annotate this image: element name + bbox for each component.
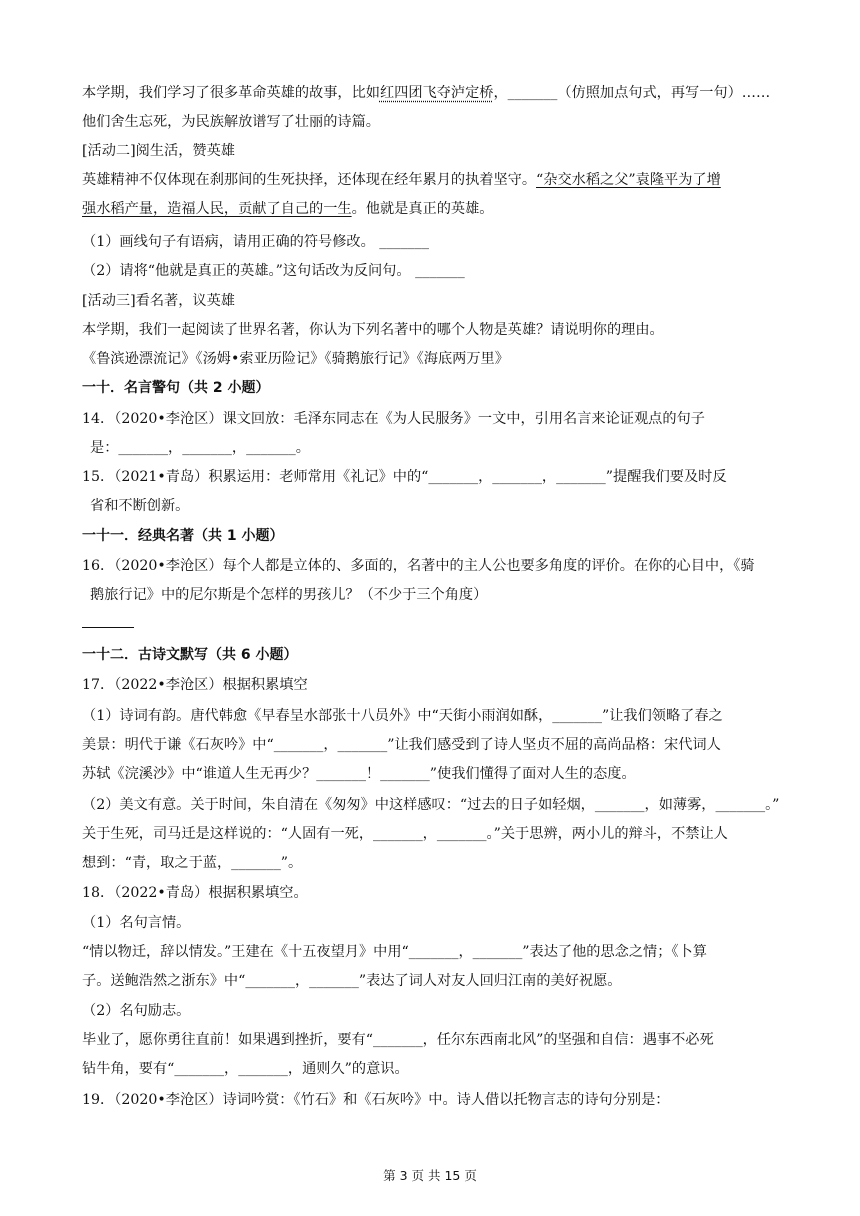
activity-heading: [活动二]阅生活，赞英雄 [82, 143, 235, 159]
underlined-sentence: “杂交水稻之父”袁隆平为了增 [536, 172, 721, 188]
page-footer: 第 3 页 共 15 页 [383, 1168, 477, 1183]
text-line [82, 83, 770, 103]
text-line: 本学期，我们一起阅读了世界名著，你认为下列名著中的哪个人物是英雄？请说明你的理由。 [82, 322, 664, 338]
text-span: ，_______（仿照加点句式，再写一句）…… [493, 85, 771, 101]
question-15: 15．（2021•青岛）积累运用：老师常用《礼记》中的“_______，_______，_______”提醒我们要及时反 [82, 469, 727, 485]
question-18-1-text: 子。送鲍浩然之浙东》中“_______，_______”表达了词人对友人回归江南的美好祝愿。 [82, 973, 622, 989]
text-span: 英雄精神不仅体现在刹那间的生死抉择，还体现在经年累月的执着坚守。 [82, 172, 537, 188]
question-17-2-cont: 想到：“青，取之于蓝，_______”。 [82, 855, 303, 871]
section-heading: 一十．名言警句（共 2 小题） [82, 380, 270, 396]
text-line [82, 199, 493, 219]
question-18-2-text: 毕业了，愿你勇往直前！如果遇到挫折，要有“_______，任尔东西南北风”的坚强和自信：遇事不必死 [82, 1032, 714, 1048]
question-19: 19．（2020•李沧区）诗词吟赏：《竹石》和《石灰吟》中。诗人借以托物言志的诗句分别是： [82, 1092, 670, 1108]
answer-blank [82, 627, 134, 628]
text-span: 本学期，我们学习了很多革命英雄的故事，比如 [82, 85, 380, 101]
question-17-2-cont: 关于生死，司马迁是这样说的：“人固有一死，_______，_______。”关于思辨，两小儿的辩斗，不禁让人 [82, 826, 728, 842]
question-16-cont: 鹅旅行记》中的尼尔斯是个怎样的男孩儿？（不少于三个角度） [90, 587, 488, 603]
question-18-1-text: “情以物迁，辞以情发。”王建在《十五夜望月》中用“_______，_______”表达了他的思念之情；《卜算 [82, 944, 707, 960]
question-17-1-cont: 美景：明代于谦《石灰吟》中“_______，_______”让我们感受到了诗人坚贞不屈的高尚品格：宋代词人 [82, 737, 721, 753]
question-18: 18．（2022•青岛）根据积累填空。 [82, 885, 308, 901]
question-18-2-text: 钻牛角，要有“_______，_______，通则久”的意识。 [82, 1061, 409, 1077]
question-item: （2）请将“他就是真正的英雄。”这句话改为反问句。 _______ [82, 263, 465, 279]
question-16: 16．（2020•李沧区）每个人都是立体的、多面的，名著中的主人公也要多角度的评价。在你的心目中，《骑 [82, 558, 755, 574]
question-18-2: （2）名句励志。 [82, 1003, 191, 1019]
section-heading: 一十二．古诗文默写（共 6 小题） [82, 647, 298, 663]
text-span: 。他就是真正的英雄。 [351, 201, 494, 217]
question-17: 17．（2022•李沧区）根据积累填空 [82, 677, 308, 693]
question-18-1: （1）名句言情。 [82, 915, 191, 931]
text-line: 他们舍生忘死，为民族解放谱写了壮丽的诗篇。 [82, 114, 380, 130]
book-list: 《鲁滨逊漂流记》《汤姆•索亚历险记》《骑鹅旅行记》《海底两万里》 [82, 351, 509, 367]
section-heading: 一十一．经典名著（共 1 小题） [82, 528, 284, 544]
text-line [82, 170, 721, 190]
question-17-1: （1）诗词有韵。唐代韩愈《早春呈水部张十八员外》中“天街小雨润如酥，_______”让我们领略了春之 [82, 708, 723, 724]
question-15-cont: 省和不断创新。 [90, 498, 190, 514]
question-14-cont: 是：_______，_______，_______。 [90, 440, 310, 456]
dotted-emphasis-text: 红四团飞夺泸定桥 [379, 85, 494, 101]
question-item: （1）画线句子有语病，请用正确的符号修改。 _______ [82, 234, 429, 250]
question-14: 14．（2020•李沧区）课文回放：毛泽东同志在《为人民服务》一文中，引用名言来论证观点的句子 [82, 411, 705, 427]
underlined-sentence: 强水稻产量，造福人民，贡献了自己的一生 [82, 201, 352, 217]
activity-heading: [活动三]看名著，议英雄 [82, 293, 235, 309]
question-17-1-cont: 苏轼《浣溪沙》中“谁道人生无再少？_______！_______”使我们懂得了面对人生的态度。 [82, 766, 636, 782]
question-17-2: （2）美文有意。关于时间，朱自清在《匆匆》中这样感叹：“过去的日子如轻烟，_______，如薄雾，_______。” [82, 797, 780, 813]
